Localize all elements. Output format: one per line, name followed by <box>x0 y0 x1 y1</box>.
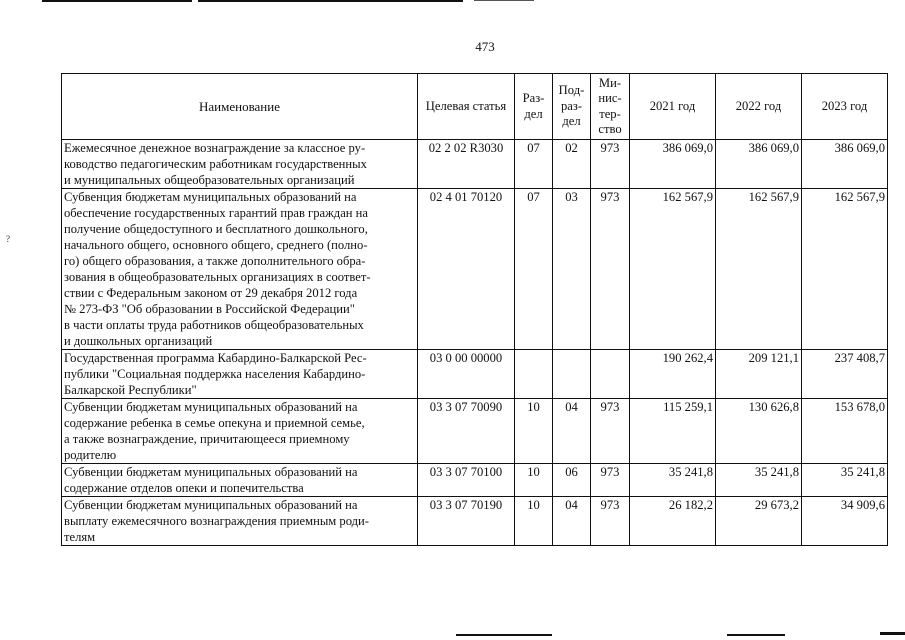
scan-artifact-line <box>880 632 905 635</box>
scan-artifact-line <box>456 634 552 636</box>
header-subsection: Под- раз- дел <box>553 74 591 140</box>
row-subsection: 02 <box>553 140 591 189</box>
row-target: 03 3 07 70190 <box>418 497 515 546</box>
row-2023: 153 678,0 <box>802 399 888 464</box>
row-subsection: 06 <box>553 464 591 497</box>
row-2021: 115 259,1 <box>630 399 716 464</box>
row-2023: 386 069,0 <box>802 140 888 189</box>
row-2022: 35 241,8 <box>716 464 802 497</box>
table-row <box>62 497 888 546</box>
row-ministry: 973 <box>591 399 630 464</box>
row-2022: 162 567,9 <box>716 189 802 350</box>
row-2023: 34 909,6 <box>802 497 888 546</box>
row-section: 07 <box>515 140 553 189</box>
row-target: 03 3 07 70090 <box>418 399 515 464</box>
row-ministry: 973 <box>591 189 630 350</box>
table-header-row <box>62 74 888 140</box>
row-section: 10 <box>515 497 553 546</box>
scan-artifact-line <box>474 0 534 1</box>
header-target: Целевая статья <box>418 74 515 140</box>
row-2021: 162 567,9 <box>630 189 716 350</box>
row-name: Субвенции бюджетам муниципальных образований на содержание отделов опеки и попечительства <box>62 464 418 497</box>
row-2022: 386 069,0 <box>716 140 802 189</box>
scan-stray-mark: ? <box>6 234 10 244</box>
row-2022: 130 626,8 <box>716 399 802 464</box>
budget-table <box>61 73 888 546</box>
row-2022: 209 121,1 <box>716 350 802 399</box>
table-row <box>62 140 888 189</box>
scan-artifact-line <box>42 0 192 2</box>
header-2022: 2022 год <box>716 74 802 140</box>
header-ministry: Ми- нис- тер- ство <box>591 74 630 140</box>
row-subsection: 03 <box>553 189 591 350</box>
row-2021: 386 069,0 <box>630 140 716 189</box>
row-name: Государственная программа Кабардино-Балкарской Рес- публики "Социальная поддержка населения Кабардино- Балкарской Республики" <box>62 350 418 399</box>
row-target: 02 4 01 70120 <box>418 189 515 350</box>
row-ministry <box>591 350 630 399</box>
row-name: Субвенции бюджетам муниципальных образований на выплату ежемесячного вознаграждения приемным роди- телям <box>62 497 418 546</box>
table-row <box>62 399 888 464</box>
header-2023: 2023 год <box>802 74 888 140</box>
row-ministry: 973 <box>591 464 630 497</box>
row-ministry: 973 <box>591 140 630 189</box>
row-subsection: 04 <box>553 497 591 546</box>
row-subsection: 04 <box>553 399 591 464</box>
row-section: 07 <box>515 189 553 350</box>
row-target: 03 3 07 70100 <box>418 464 515 497</box>
page-number: 473 <box>475 39 495 54</box>
row-target: 03 0 00 00000 <box>418 350 515 399</box>
row-section: 10 <box>515 399 553 464</box>
row-2021: 190 262,4 <box>630 350 716 399</box>
row-section <box>515 350 553 399</box>
row-name: Субвенции бюджетам муниципальных образований на содержание ребенка в семье опекуна и приемной семье, а также вознаграждение, причитающееся приемному родителю <box>62 399 418 464</box>
row-subsection <box>553 350 591 399</box>
row-2021: 26 182,2 <box>630 497 716 546</box>
scan-artifact-line <box>198 0 463 2</box>
row-ministry: 973 <box>591 497 630 546</box>
table-row <box>62 350 888 399</box>
scan-artifact-line <box>727 634 785 636</box>
row-2022: 29 673,2 <box>716 497 802 546</box>
row-2023: 237 408,7 <box>802 350 888 399</box>
row-2023: 162 567,9 <box>802 189 888 350</box>
header-2021: 2021 год <box>630 74 716 140</box>
row-name: Ежемесячное денежное вознаграждение за классное ру- ководство педагогическим работникам государственных и муниципальных общеобразовательных организаций <box>62 140 418 189</box>
header-name: Наименование <box>62 74 418 140</box>
row-2021: 35 241,8 <box>630 464 716 497</box>
row-name: Субвенция бюджетам муниципальных образований на обеспечение государственных гарантий прав граждан на получение общедоступного и бесплатного дошкольного, начального общего, основного общего, среднего (полно- го) общего образования, а также дополнительного обра- зования в общеобразовательных организациях в соответ- ствии с Федеральным законом от 29 декабря 2012 года № 273-ФЗ "Об образовании в Российской Федерации" в части оплаты труда работников общеобразовательных и дошкольных организаций <box>62 189 418 350</box>
row-section: 10 <box>515 464 553 497</box>
row-2023: 35 241,8 <box>802 464 888 497</box>
table-row <box>62 464 888 497</box>
header-section: Раз- дел <box>515 74 553 140</box>
table-row <box>62 189 888 350</box>
row-target: 02 2 02 R3030 <box>418 140 515 189</box>
